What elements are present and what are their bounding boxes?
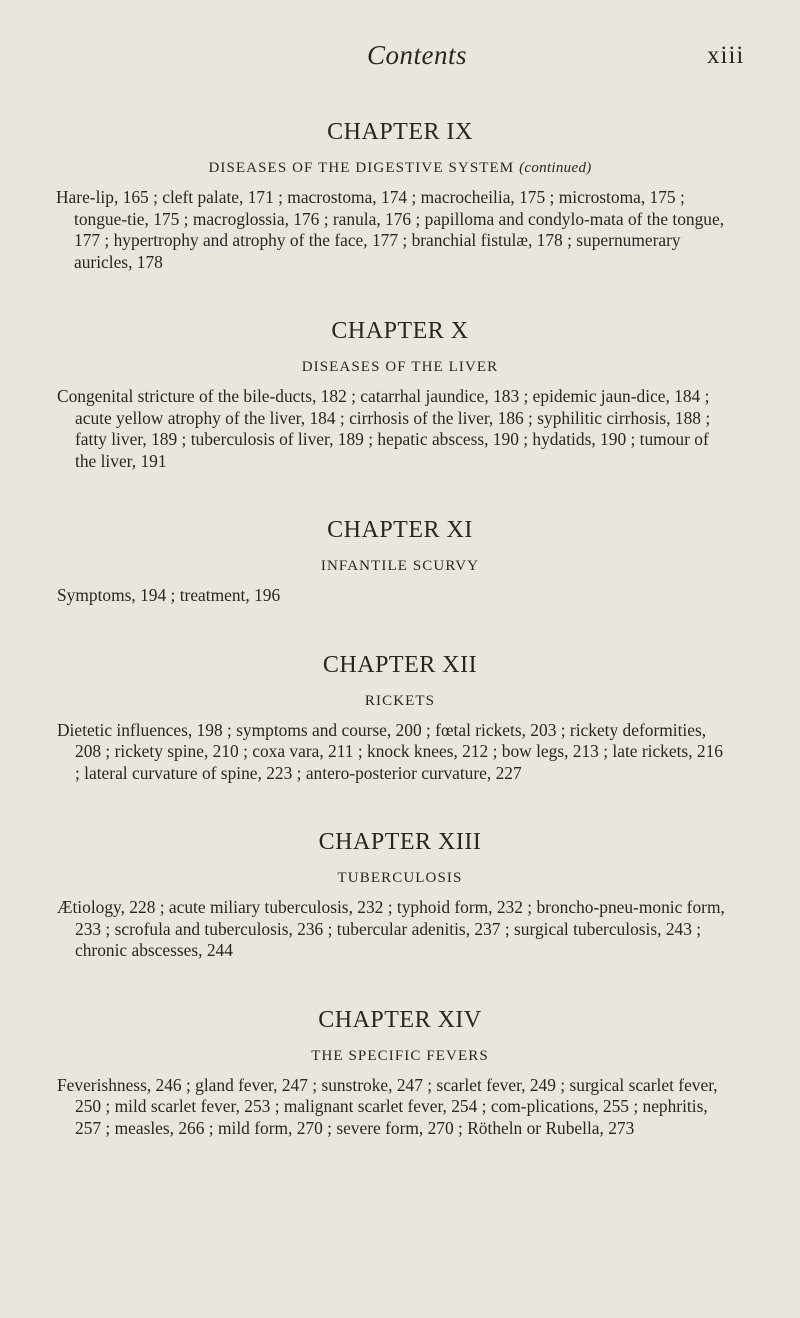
page-number: xiii bbox=[707, 42, 745, 69]
chapter-subtitle bbox=[0, 158, 800, 178]
chapter-xii bbox=[0, 651, 800, 785]
chapter-xi bbox=[0, 516, 800, 607]
chapter-entries: Congenital stricture of the bile-ducts, 182 ; catarrhal jaundice, 183 ; epidemic jaun-dice, 184 ; acute yellow atrophy of the liver, 184 ; cirrhosis of the liver, 186 ; syphilitic cirrhosis, 188 ; fatty liver, 189 ; tuberculosis of liver, 189 ; hepatic abscess, 190 ; hydatids, 190 ; tumour of the liver, 191 bbox=[57, 386, 711, 471]
chapter-entries: Dietetic influences, 198 ; symptoms and course, 200 ; fœtal rickets, 203 ; rickety deformities, 208 ; rickety spine, 210 ; coxa vara, 211 ; knock knees, 212 ; bow legs, 213 ; late rickets, 216 ; lateral curvature of spine, 223 ; antero-posterior curvature, 227 bbox=[57, 719, 723, 783]
chapter-xiv bbox=[0, 1006, 800, 1140]
chapter-entries: Ætiology, 228 ; acute miliary tuberculosis, 232 ; typhoid form, 232 ; broncho-pneu-monic form, 233 ; scrofula and tuberculosis, 236 ; tubercular adenitis, 237 ; surgical tuberculosis, 243 ; chronic abscesses, 244 bbox=[57, 897, 725, 960]
chapter-subtitle: THE SPECIFIC FEVERS bbox=[311, 1047, 489, 1064]
chapter-ix bbox=[0, 118, 800, 273]
chapter-heading: CHAPTER IX bbox=[327, 119, 473, 145]
chapter-subtitle: INFANTILE SCURVY bbox=[320, 558, 480, 574]
running-title: Contents bbox=[367, 40, 468, 70]
chapter-entries: Symptoms, 194 ; treatment, 196 bbox=[57, 585, 281, 605]
continued-note: (continued) bbox=[519, 160, 592, 176]
chapter-subtitle: DISEASES OF THE LIVER bbox=[301, 359, 499, 375]
chapter-heading: CHAPTER XI bbox=[327, 517, 473, 543]
running-head bbox=[0, 40, 800, 80]
chapter-heading: CHAPTER XIII bbox=[318, 829, 482, 855]
chapter-heading: CHAPTER XII bbox=[322, 651, 478, 678]
chapter-entries: Hare-lip, 165 ; cleft palate, 171 ; macrostoma, 174 ; macrocheilia, 175 ; microstoma, 175 ; tongue-tie, 175 ; macroglossia, 176 ; ranula, 176 ; papilloma and condylo-mata of the tongue, 177 ; hypertrophy and atrophy of the face, 177 ; branchial fistulæ, 178 ; supernumerary auricles, 178 bbox=[56, 187, 725, 272]
chapter-subtitle: TUBERCULOSIS bbox=[337, 870, 463, 886]
chapter-subtitle: RICKETS bbox=[364, 692, 436, 709]
chapter-xiii bbox=[0, 828, 800, 962]
chapter-entries: Feverishness, 246 ; gland fever, 247 ; sunstroke, 247 ; scarlet fever, 249 ; surgical scarlet fever, 250 ; mild scarlet fever, 253 ; malignant scarlet fever, 254 ; com-plications, 255 ; nephritis, 257 ; measles, 266 ; mild form, 270 ; severe form, 270 ; Rötheln or Rubella, 273 bbox=[57, 1074, 718, 1138]
table-of-contents bbox=[0, 118, 800, 1139]
chapter-subtitle-text: DISEASES OF THE DIGESTIVE SYSTEM bbox=[208, 160, 515, 176]
chapter-heading: CHAPTER X bbox=[331, 318, 469, 344]
chapter-x bbox=[0, 317, 800, 472]
chapter-heading: CHAPTER XIV bbox=[318, 1006, 482, 1033]
